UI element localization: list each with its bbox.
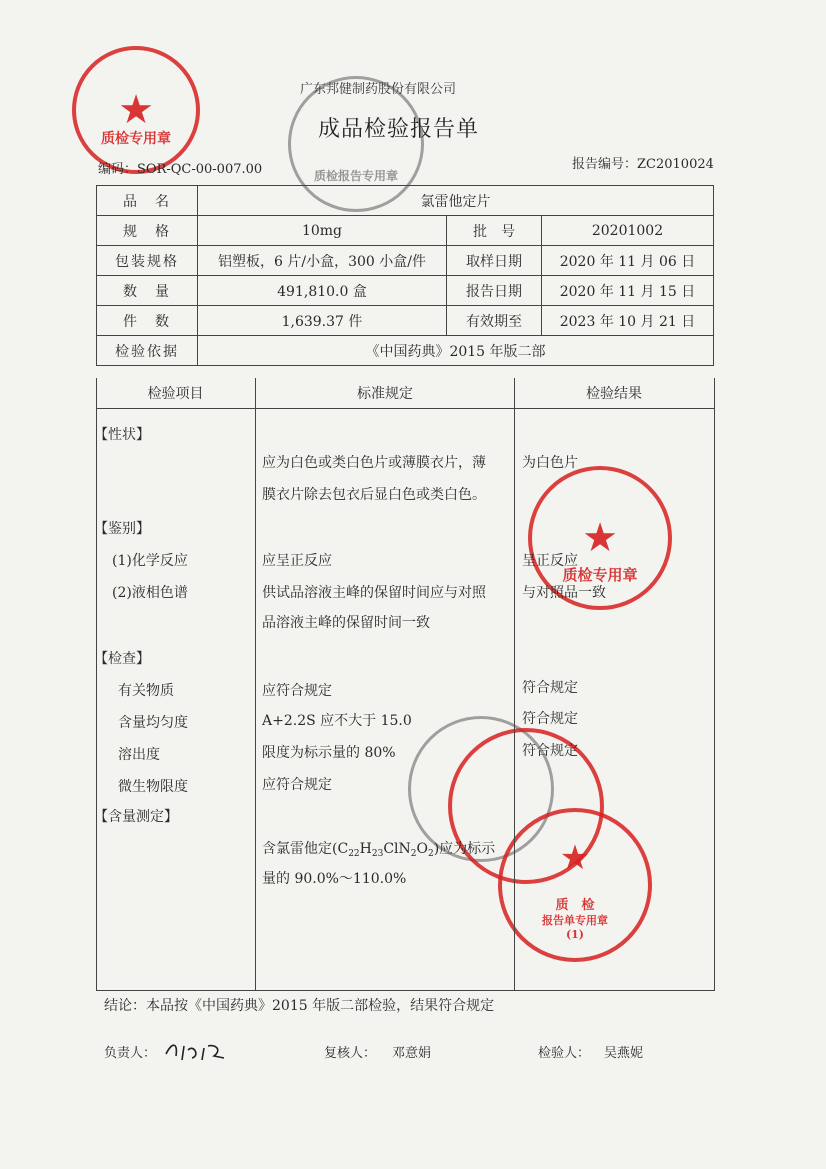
product-label: 品 名 bbox=[97, 186, 198, 216]
standard-text: 应符合规定 bbox=[262, 777, 332, 793]
standard-text: 量的 90.0%～110.0% bbox=[262, 871, 407, 887]
item-text: (2)液相色谱 bbox=[112, 585, 188, 601]
product-info-table bbox=[96, 185, 714, 366]
standard-text: 供试品溶液主峰的保留时间应与对照 bbox=[262, 585, 486, 601]
stamp-label: 质检专用章 bbox=[101, 131, 171, 147]
divider bbox=[255, 378, 256, 990]
formula-text: O bbox=[416, 841, 428, 857]
standard-text: 应为白色或类白色片或薄膜衣片，薄 bbox=[262, 455, 486, 471]
result-text: 符合规定 bbox=[522, 680, 578, 696]
stamp-label: 质检报告专用章 bbox=[313, 169, 398, 183]
sample-date-value: 2020 年 11 月 06 日 bbox=[542, 246, 714, 276]
column-header-standard: 标准规定 bbox=[357, 386, 413, 402]
expiry-label: 有效期至 bbox=[447, 306, 542, 336]
basis-value: 《中国药典》2015 年版二部 bbox=[198, 336, 714, 366]
inspector-label: 检验人： bbox=[538, 1046, 591, 1061]
assay-text-prefix: 含氯雷他定(C bbox=[262, 841, 349, 857]
pack-value: 铝塑板，6 片/小盒，300 小盒/件 bbox=[198, 246, 447, 276]
star-icon: ★ bbox=[559, 838, 591, 878]
table-row bbox=[97, 276, 714, 306]
standard-text bbox=[262, 838, 495, 859]
item-text: 溶出度 bbox=[118, 747, 160, 763]
reviewer-label: 复核人： bbox=[324, 1046, 377, 1061]
star-icon: ★ bbox=[118, 87, 154, 133]
item-text: 微生物限度 bbox=[118, 779, 188, 795]
table-row bbox=[97, 336, 714, 366]
section-title-identification: 【鉴别】 bbox=[94, 521, 150, 537]
table-row bbox=[97, 186, 714, 216]
quality-stamp-top-left bbox=[72, 46, 200, 174]
owner-label: 负责人： bbox=[104, 1046, 157, 1061]
batch-label: 批 号 bbox=[447, 216, 542, 246]
divider bbox=[96, 408, 714, 409]
result-text: 为白色片 bbox=[522, 455, 578, 471]
inspector-name: 吴燕妮 bbox=[604, 1046, 644, 1061]
report-date-value: 2020 年 11 月 15 日 bbox=[542, 276, 714, 306]
formula-subscript: 22 bbox=[348, 849, 360, 859]
formula-text: H bbox=[359, 841, 372, 857]
spec-label: 规 格 bbox=[97, 216, 198, 246]
formula-subscript: 2 bbox=[410, 849, 417, 859]
divider bbox=[96, 990, 714, 991]
item-text: 有关物质 bbox=[118, 683, 174, 699]
assay-text-suffix: )应为标示 bbox=[433, 841, 496, 857]
section-title-characteristics: 【性状】 bbox=[94, 427, 150, 443]
stamp-label: 质检专用章 bbox=[562, 566, 638, 584]
column-header-result: 检验结果 bbox=[586, 386, 642, 402]
pieces-value: 1,639.37 件 bbox=[198, 306, 447, 336]
report-number: 报告编号：ZC2010024 bbox=[572, 157, 714, 172]
formula-subscript: 2 bbox=[427, 849, 434, 859]
standard-text: 限度为标示量的 80% bbox=[262, 745, 396, 761]
section-title-assay: 【含量测定】 bbox=[94, 809, 178, 825]
formula-subscript: 23 bbox=[371, 849, 384, 859]
expiry-value: 2023 年 10 月 21 日 bbox=[542, 306, 714, 336]
qty-value: 491,810.0 盒 bbox=[198, 276, 447, 306]
column-header-item: 检验项目 bbox=[147, 386, 204, 402]
star-icon: ★ bbox=[582, 515, 618, 561]
reviewer-name: 邓意娟 bbox=[392, 1046, 432, 1061]
pieces-label: 件 数 bbox=[97, 306, 198, 336]
conclusion-text: 结论：本品按《中国药典》2015 年版二部检验，结果符合规定 bbox=[104, 998, 495, 1014]
batch-value: 20201002 bbox=[542, 216, 714, 246]
table-row bbox=[97, 306, 714, 336]
standard-text: 品溶液主峰的保留时间一致 bbox=[262, 615, 430, 631]
qty-label: 数 量 bbox=[97, 276, 198, 306]
result-text: 符合规定 bbox=[522, 711, 578, 727]
spec-value: 10mg bbox=[198, 216, 447, 246]
pack-label: 包装规格 bbox=[97, 246, 198, 276]
basis-label: 检验依据 bbox=[97, 336, 198, 366]
report-date-label: 报告日期 bbox=[447, 276, 542, 306]
result-text: 呈正反应 bbox=[522, 553, 578, 569]
standard-text: A+2.2S 应不大于 15.0 bbox=[262, 713, 412, 729]
result-text: 符合规定 bbox=[522, 743, 578, 759]
item-text: (1)化学反应 bbox=[112, 553, 188, 569]
standard-text: 应呈正反应 bbox=[262, 553, 332, 569]
sample-date-label: 取样日期 bbox=[447, 246, 542, 276]
owner-signature bbox=[162, 1036, 232, 1064]
section-title-inspection: 【检查】 bbox=[94, 651, 150, 667]
standard-text: 膜衣片除去包衣后显白色或类白色。 bbox=[262, 487, 486, 503]
divider bbox=[514, 378, 515, 990]
table-row bbox=[97, 216, 714, 246]
document-code: 编码：SOR-QC-00-007.00 bbox=[98, 162, 263, 177]
formula-text: ClN bbox=[383, 841, 411, 857]
result-text: 与对照品一致 bbox=[522, 585, 606, 601]
product-value: 氯雷他定片 bbox=[198, 186, 714, 216]
standard-text: 应符合规定 bbox=[262, 683, 332, 699]
page-title: 成品检验报告单 bbox=[318, 117, 480, 142]
stamp-label: (1) bbox=[565, 928, 585, 941]
stamp-label: 质 检 bbox=[555, 898, 595, 913]
table-row bbox=[97, 246, 714, 276]
company-name: 广东邦健制药股份有限公司 bbox=[300, 82, 457, 97]
stamp-label: 报告单专用章 bbox=[542, 914, 608, 927]
item-text: 含量均匀度 bbox=[118, 715, 188, 731]
